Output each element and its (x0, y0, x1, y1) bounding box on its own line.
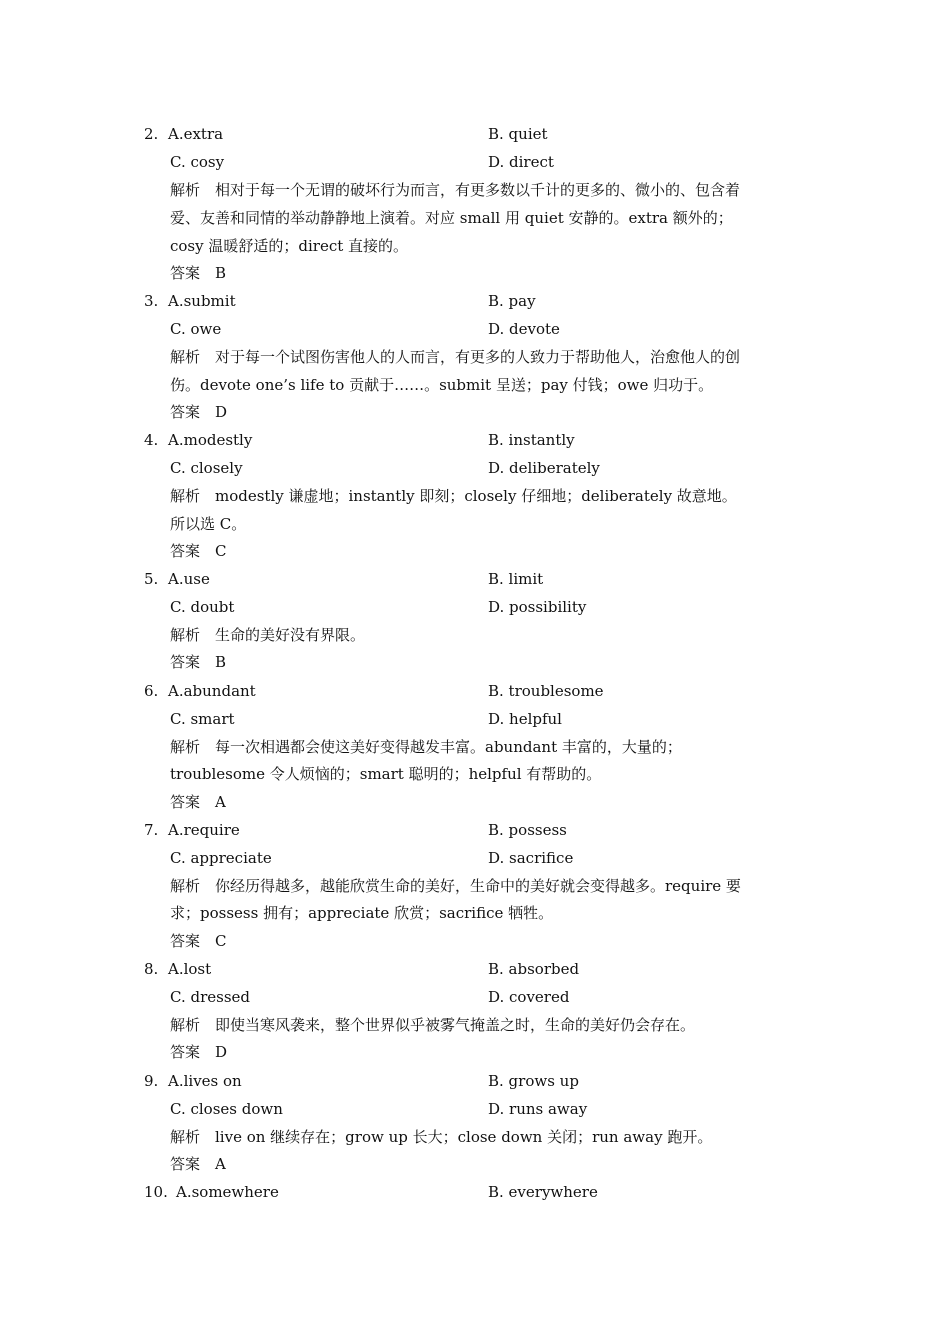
answer-line: 答案 C (170, 932, 227, 950)
option-c: C. smart (170, 710, 235, 728)
option-c: C. dressed (170, 988, 251, 1006)
explanation-line: 解析 每一次相遇都会使这美好变得越发丰富。abundant 丰富的，大量的； (170, 738, 682, 756)
option-a: A.extra (168, 125, 224, 143)
option-d: D. runs away (488, 1100, 588, 1118)
explanation-line: 解析 相对于每一个无谓的破坏行为而言，有更多数以千计的更多的、微小的、包含着 (170, 181, 741, 199)
explanation-line: cosy 温暖舒适的；direct 直接的。 (170, 237, 409, 255)
explanation-line: troublesome 令人烦恼的；smart 聪明的；helpful 有帮助的。 (170, 765, 602, 783)
option-c: C. closely (170, 459, 243, 477)
answer-line: 答案 B (170, 653, 227, 671)
explanation-line: 伤。devote one’s life to 贡献于……。submit 呈送；pay 付钱；owe 归功于。 (170, 376, 714, 394)
option-d: D. covered (488, 988, 570, 1006)
explanation-line: 解析 对于每一个试图伤害他人的人而言，有更多的人致力于帮助他人，治愈他人的创 (170, 348, 741, 366)
option-a: A.lives on (168, 1072, 242, 1090)
option-b: B. instantly (488, 431, 575, 449)
question-number: 7. (144, 821, 159, 839)
option-b: B. possess (488, 821, 567, 839)
answer-line: 答案 A (170, 793, 226, 811)
option-d: D. possibility (488, 598, 587, 616)
option-b: B. limit (488, 570, 544, 588)
option-d: D. direct (488, 153, 554, 171)
option-b: B. pay (488, 292, 536, 310)
option-a: A.abundant (168, 682, 256, 700)
answer-line: 答案 D (170, 403, 228, 421)
option-d: D. devote (488, 320, 560, 338)
option-b: B. quiet (488, 125, 548, 143)
option-c: C. closes down (170, 1100, 283, 1118)
question-number: 10. (144, 1183, 168, 1201)
explanation-line: 解析 modestly 谦虚地；instantly 即刻；closely 仔细地；deliberately 故意地。 (170, 487, 737, 505)
explanation-line: 求；possess 拥有；appreciate 欣赏；sacrifice 牺牲。 (170, 904, 554, 922)
question-number: 9. (144, 1072, 159, 1090)
option-d: D. sacrifice (488, 849, 574, 867)
question-number: 6. (144, 682, 159, 700)
option-a: A.require (168, 821, 240, 839)
option-b: B. troublesome (488, 682, 604, 700)
explanation-line: 解析 即使当寒风袭来，整个世界似乎被雾气掩盖之时，生命的美好仍会存在。 (170, 1016, 696, 1034)
explanation-line: 解析 生命的美好没有界限。 (170, 626, 366, 644)
explanation-line: 解析 live on 继续存在；grow up 长大；close down 关闭；run away 跑开。 (170, 1128, 713, 1146)
explanation-line: 解析 你经历得越多，越能欣赏生命的美好，生命中的美好就会变得越多。require 要 (170, 877, 741, 895)
option-b: B. grows up (488, 1072, 579, 1090)
question-number: 4. (144, 431, 159, 449)
answer-line: 答案 C (170, 542, 227, 560)
answer-line: 答案 D (170, 1043, 228, 1061)
option-a: A.submit (168, 292, 236, 310)
option-a: A.somewhere (176, 1183, 279, 1201)
option-b: B. everywhere (488, 1183, 598, 1201)
explanation-line: 所以选 C。 (170, 515, 247, 533)
option-c: C. owe (170, 320, 222, 338)
question-number: 3. (144, 292, 159, 310)
answer-line: 答案 B (170, 264, 227, 282)
option-d: D. deliberately (488, 459, 600, 477)
option-c: C. doubt (170, 598, 235, 616)
option-c: C. cosy (170, 153, 225, 171)
option-a: A.modestly (168, 431, 253, 449)
option-a: A.lost (168, 960, 212, 978)
question-number: 2. (144, 125, 159, 143)
option-c: C. appreciate (170, 849, 272, 867)
question-number: 8. (144, 960, 159, 978)
question-number: 5. (144, 570, 159, 588)
option-d: D. helpful (488, 710, 562, 728)
option-b: B. absorbed (488, 960, 580, 978)
option-a: A.use (168, 570, 210, 588)
explanation-line: 爱、友善和同情的举动静静地上演着。对应 small 用 quiet 安静的。extra 额外的； (170, 209, 733, 227)
answer-line: 答案 A (170, 1155, 226, 1173)
